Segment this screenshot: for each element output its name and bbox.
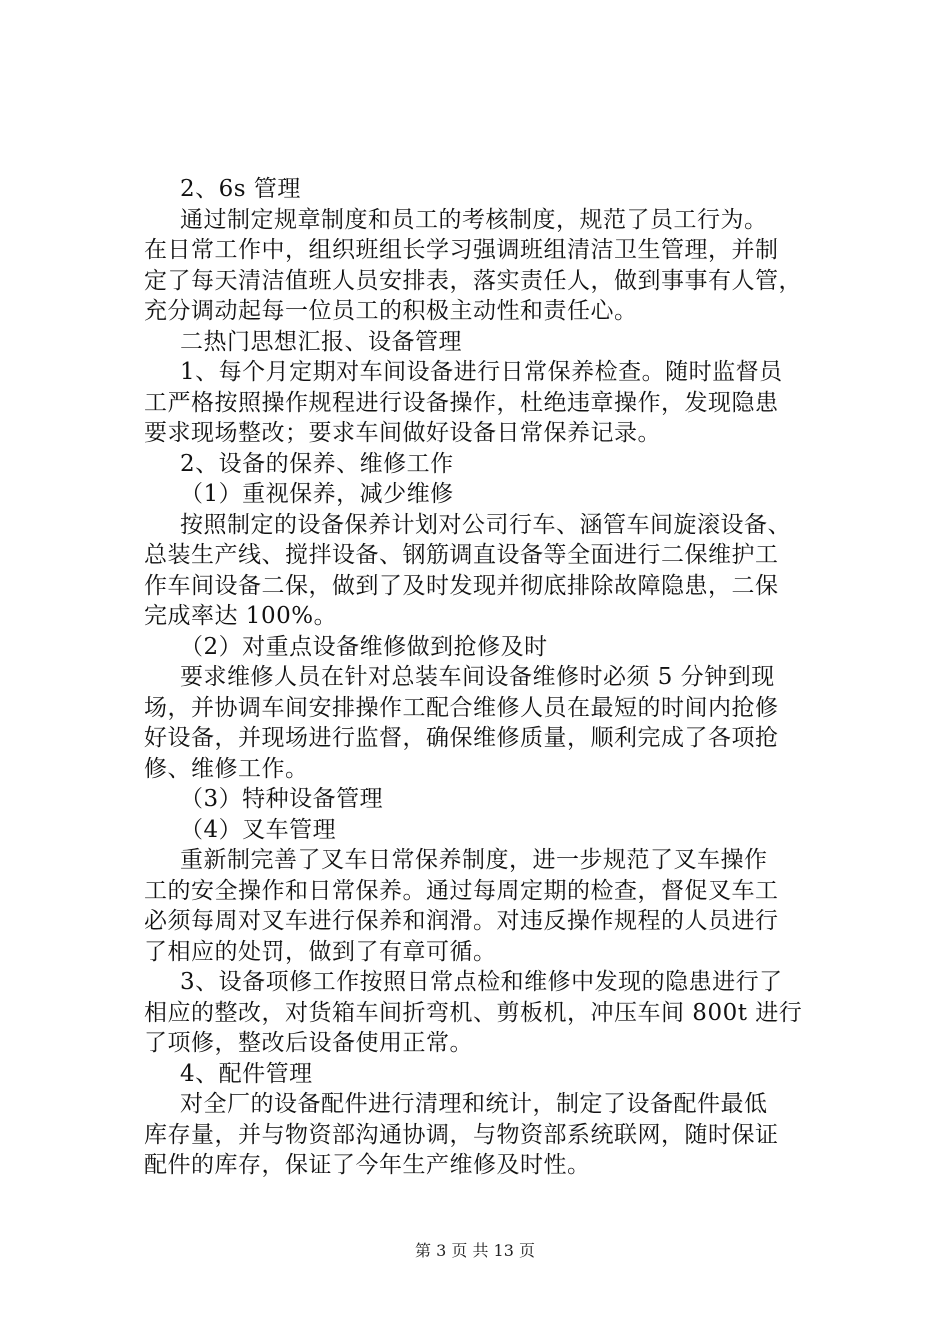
- text-line: 2、设备的保养、维修工作: [180, 450, 454, 477]
- text-line: 定了每天清洁值班人员安排表，落实责任人，做到事事有人管，: [144, 267, 802, 294]
- page-footer: 第 3 页 共 13 页: [415, 1241, 535, 1260]
- text-line: 按照制定的设备保养计划对公司行车、涵管车间旋滚设备、: [180, 511, 791, 538]
- text-line: （2）对重点设备维修做到抢修及时: [180, 633, 548, 660]
- text-line: 2、6s 管理: [180, 176, 301, 202]
- text-line: 1、每个月定期对车间设备进行日常保养检查。随时监督员: [180, 359, 783, 385]
- text-line: 3、设备项修工作按照日常点检和维修中发现的隐患进行了: [180, 969, 783, 995]
- text-line: 库存量，并与物资部沟通协调，与物资部系统联网，随时保证: [144, 1121, 779, 1148]
- text-line: 总装生产线、搅拌设备、钢筋调直设备等全面进行二保维护工: [144, 542, 779, 568]
- text-line: （1）重视保养，减少维修: [180, 481, 454, 507]
- text-line: 必须每周对叉车进行保养和润滑。对违反操作规程的人员进行: [144, 908, 779, 934]
- text-line: 对全厂的设备配件进行清理和统计，制定了设备配件最低: [180, 1091, 768, 1117]
- text-line: 要求维修人员在针对总装车间设备维修时必须 5 分钟到现: [180, 664, 775, 690]
- text-line: 工的安全操作和日常保养。通过每周定期的检查，督促叉车工: [144, 877, 779, 904]
- text-line: 工严格按照操作规程进行设备操作，杜绝违章操作，发现隐患: [144, 389, 779, 416]
- document-body: [144, 174, 834, 1181]
- text-line: 修、维修工作。: [144, 755, 309, 782]
- text-line: 通过制定规章制度和员工的考核制度，规范了员工行为。: [180, 206, 768, 233]
- text-line: 二热门思想汇报、设备管理: [180, 328, 462, 355]
- text-line: 作车间设备二保，做到了及时发现并彻底排除故障隐患，二保: [144, 572, 779, 599]
- text-line: 充分调动起每一位员工的积极主动性和责任心。: [144, 298, 638, 324]
- text-line: 了相应的处罚，做到了有章可循。: [144, 938, 497, 965]
- text-line: （3）特种设备管理: [180, 786, 384, 812]
- text-line: 在日常工作中，组织班组长学习强调班组清洁卫生管理，并制: [144, 237, 779, 263]
- text-line: 好设备，并现场进行监督，确保维修质量，顺利完成了各项抢: [144, 725, 779, 751]
- text-line: 场，并协调车间安排操作工配合维修人员在最短的时间内抢修: [144, 694, 779, 721]
- text-line: 配件的库存，保证了今年生产维修及时性。: [144, 1152, 591, 1178]
- text-line: 重新制完善了叉车日常保养制度，进一步规范了叉车操作: [180, 847, 768, 873]
- text-line: 相应的整改，对货箱车间折弯机、剪板机，冲压车间 800t 进行: [144, 999, 803, 1026]
- text-line: （4）叉车管理: [180, 816, 337, 843]
- text-line: 要求现场整改；要求车间做好设备日常保养记录。: [144, 420, 661, 446]
- text-line: 完成率达 100%。: [144, 603, 338, 629]
- text-line: 4、配件管理: [180, 1060, 313, 1087]
- text-line: 了项修，整改后设备使用正常。: [144, 1030, 473, 1056]
